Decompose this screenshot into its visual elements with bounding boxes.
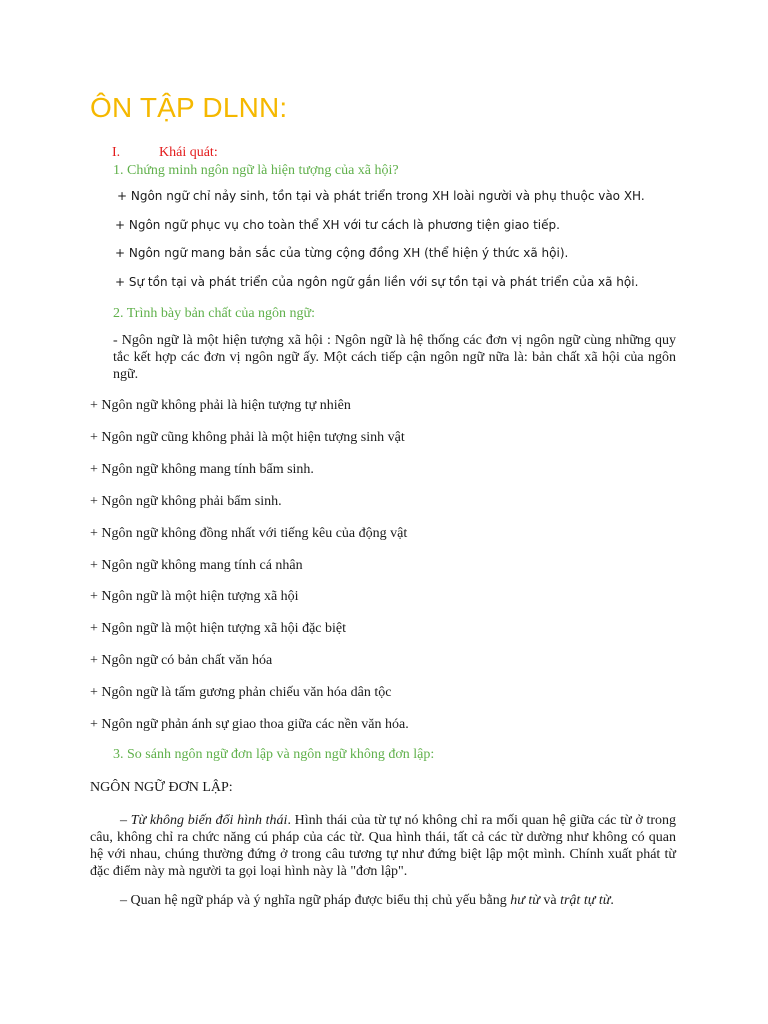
- q3-paragraph-1: [90, 812, 676, 880]
- q2-item: + Ngôn ngữ có bản chất văn hóa: [90, 653, 273, 668]
- q2-item: + Ngôn ngữ không mang tính bẩm sinh.: [90, 462, 314, 477]
- q1-bullet: + Ngôn ngữ phục vụ cho toàn thể XH với tư cách là phương tiện giao tiếp.: [115, 218, 560, 232]
- q1-bullet: + Ngôn ngữ mang bản sắc của từng cộng đồng XH (thể hiện ý thức xã hội).: [115, 246, 569, 260]
- q2-item: + Ngôn ngữ cũng không phải là một hiện tượng sinh vật: [90, 430, 405, 445]
- q3-p2-italic-2: trật tự từ: [560, 893, 611, 908]
- q2-paragraph: - Ngôn ngữ là một hiện tượng xã hội : Ngôn ngữ là hệ thống các đơn vị ngôn ngữ cùng những quy tắc kết hợp các đơn vị ngôn ngữ ấy. Một cách tiếp cận ngôn ngữ nữa là: bản chất xã hội của ngôn ngữ.: [113, 333, 676, 382]
- q2-item: + Ngôn ngữ không phải bẩm sinh.: [90, 494, 282, 509]
- q2-item: + Ngôn ngữ không mang tính cá nhân: [90, 558, 303, 573]
- question-3: 3. So sánh ngôn ngữ đơn lập và ngôn ngữ không đơn lập:: [113, 747, 435, 762]
- q3-heading: NGÔN NGỮ ĐƠN LẬP:: [90, 780, 233, 795]
- q3-p2-start: – Quan hệ ngữ pháp và ý nghĩa ngữ pháp được biểu thị chủ yếu bằng: [120, 893, 511, 908]
- q3-p1-italic: Từ không biến đổi hình thái: [130, 813, 288, 828]
- q3-p2-mid: và: [539, 893, 561, 908]
- q2-item: + Ngôn ngữ phản ánh sự giao thoa giữa các nền văn hóa.: [90, 717, 409, 732]
- q2-item: + Ngôn ngữ không phải là hiện tượng tự nhiên: [90, 398, 351, 413]
- q1-bullet: + Sự tồn tại và phát triển của ngôn ngữ gắn liền với sự tồn tại và phát triển của xã hội.: [115, 275, 639, 289]
- q2-item: + Ngôn ngữ là một hiện tượng xã hội: [90, 589, 299, 604]
- q2-item: + Ngôn ngữ không đồng nhất với tiếng kêu của động vật: [90, 526, 408, 541]
- question-2: 2. Trình bày bản chất của ngôn ngữ:: [113, 306, 316, 321]
- section-number: I.: [112, 145, 121, 160]
- q2-item: + Ngôn ngữ là tấm gương phản chiếu văn hóa dân tộc: [90, 685, 392, 700]
- dash: –: [120, 813, 131, 828]
- q2-item: + Ngôn ngữ là một hiện tượng xã hội đặc biệt: [90, 621, 346, 636]
- question-1: 1. Chứng minh ngôn ngữ là hiện tượng của xã hội?: [113, 163, 399, 178]
- q3-paragraph-2: [120, 893, 614, 909]
- section-label: Khái quát:: [159, 145, 218, 160]
- page-title: ÔN TẬP DLNN:: [90, 92, 288, 123]
- q1-bullet: + Ngôn ngữ chỉ nảy sinh, tồn tại và phát triển trong XH loài người và phụ thuộc vào XH.: [117, 189, 645, 203]
- q3-p2-end: .: [610, 893, 614, 908]
- q3-p1-rest: . Hình thái của từ tự nó không chỉ ra mối quan hệ giữa các từ ở trong câu, không chỉ ra chức năng cú pháp của các từ. Qua hình thái, tất cả các từ dường như không có quan hệ với nhau, chúng thường đứng ở trong câu tương tự như đứng biệt lập một mình. Chính xuất phát từ đặc điểm này mà người ta gọi loại hình này là "đơn lập".: [90, 813, 677, 879]
- q3-p2-italic-1: hư từ: [510, 893, 540, 908]
